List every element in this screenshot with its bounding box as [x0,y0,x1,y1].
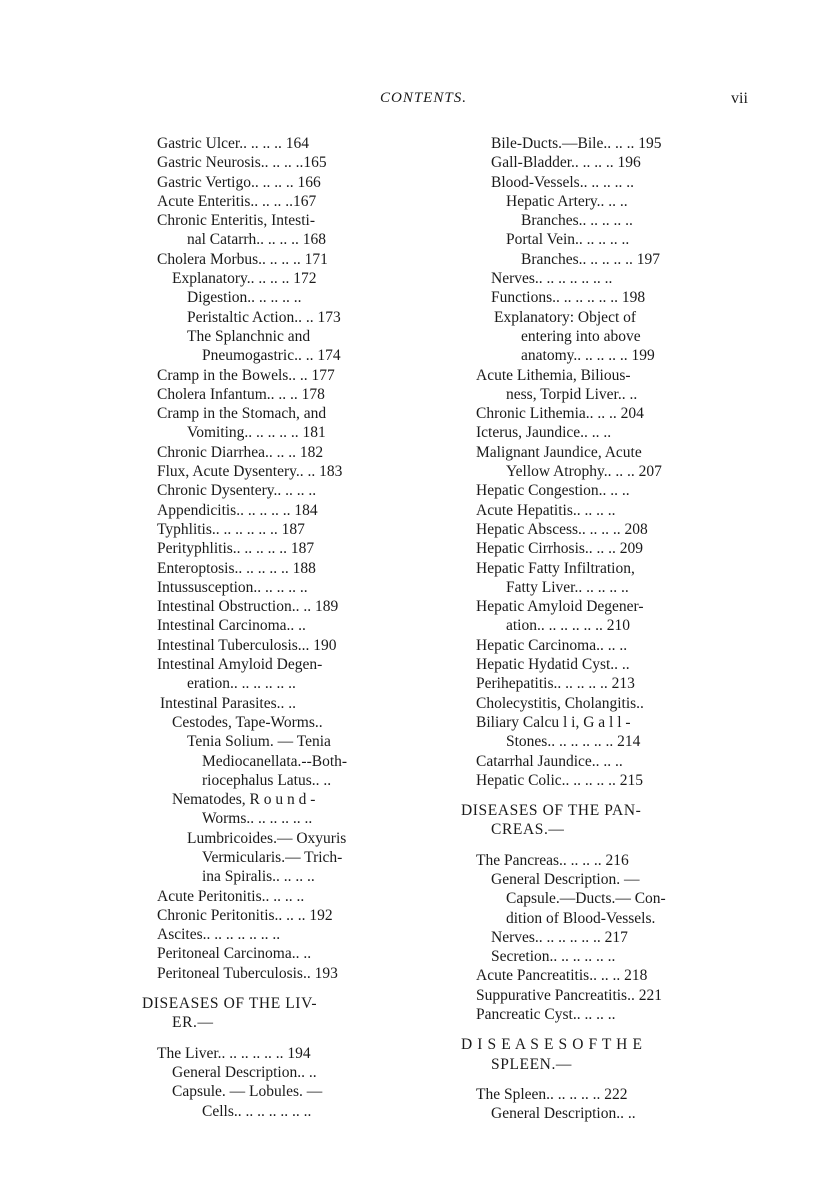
section-heading: ER.— [172,1014,214,1032]
toc-entry: Cholera Morbus.. .. .. .. 171 [157,250,328,268]
section-heading: SPLEEN.— [491,1055,573,1073]
toc-entry: Gastric Ulcer.. .. .. .. 164 [157,135,309,152]
toc-entry: Lumbricoides.— Oxyuris [187,829,347,847]
toc-entry: Intussusception.. .. .. .. .. [157,578,308,596]
toc-entry: Enteroptosis.. .. .. .. .. 188 [157,559,316,577]
toc-entry: Mediocanellata.--Both- [202,752,348,770]
toc-entry: Branches.. .. .. .. .. [521,212,633,230]
toc-entry: dition of Blood-Vessels. [506,909,656,927]
toc-entry: Nerves.. .. .. .. .. .. 217 [491,928,628,946]
toc-entry: Peristaltic Action.. .. 173 [187,308,341,326]
toc-entry: Vermicularis.— Trich- [202,848,343,866]
toc-entry: ation.. .. .. .. .. .. 210 [506,617,630,635]
toc-entry: Tenia Solium. — Tenia [187,733,331,751]
toc-entry: Flux, Acute Dysentery.. .. 183 [157,463,343,481]
toc-entry: Hepatic Abscess.. .. .. .. 208 [476,520,648,538]
toc-entry: Hepatic Amyloid Degener- [476,598,644,616]
toc-entry: Functions.. .. .. .. .. .. 198 [491,289,646,307]
toc-entry: Pneumogastric.. .. 174 [202,347,341,365]
toc-entry: Vomiting.. .. .. .. .. 181 [187,424,326,442]
section-heading: DISEASES OF THE LIV- [142,995,318,1013]
page-title: CONTENTS. [380,90,467,106]
toc-entry: Malignant Jaundice, Acute [476,443,642,461]
toc-entry: Typhlitis.. .. .. .. .. .. 187 [157,520,305,538]
toc-entry: Acute Hepatitis.. .. .. .. [476,501,616,519]
toc-entry: ina Spiralis.. .. .. .. [202,868,315,886]
toc-entry: anatomy.. .. .. .. .. 199 [521,347,655,365]
toc-entry: eration.. .. .. .. .. .. [187,675,296,693]
toc-entry: Nerves.. .. .. .. .. .. .. [491,270,613,288]
toc-entry: entering into above [521,327,641,345]
toc-entry: Chronic Lithemia.. .. .. 204 [476,405,644,423]
toc-entry: Bile-Ducts.—Bile.. .. .. 195 [491,135,662,152]
toc-entry: The Liver.. .. .. .. .. .. 194 [157,1044,311,1062]
toc-entry: Chronic Dysentery.. .. .. .. [157,482,317,500]
toc-entry: Fatty Liver.. .. .. .. .. [506,578,629,596]
toc-entry: Cramp in the Stomach, and [157,405,327,423]
toc-entry: Explanatory.. .. .. .. 172 [172,270,317,288]
toc-entry: Chronic Enteritis, Intesti- [157,212,315,230]
toc-entry: Explanatory: Object of [494,308,637,326]
toc-entry: Capsule.—Ducts.— Con- [506,890,666,908]
toc-entry: Cestodes, Tape-Worms.. [172,713,323,731]
toc-entry: Cholera Infantum.. .. .. 178 [157,385,325,403]
toc-entry: Cells.. .. .. .. .. .. .. [202,1102,312,1120]
toc-entry: Hepatic Carcinoma.. .. .. [476,636,628,654]
toc-entry: Cholecystitis, Cholangitis.. [476,694,644,712]
toc-entry: Hepatic Cirrhosis.. .. .. 209 [476,540,644,558]
toc-entry: Worms.. .. .. .. .. .. [202,810,313,828]
toc-entry: Intestinal Tuberculosis... 190 [157,636,337,654]
toc-entry: Pancreatic Cyst.. .. .. .. [476,1006,616,1024]
toc-entry: General Description.. .. [491,1105,636,1123]
toc-entry: Intestinal Obstruction.. .. 189 [157,598,339,616]
toc-entry: Chronic Diarrhea.. .. .. 182 [157,443,324,461]
page-number: vii [731,90,748,107]
toc-entry: Appendicitis.. .. .. .. .. 184 [157,501,318,519]
toc-entry: Peritoneal Carcinoma.. .. [157,945,312,963]
toc-entry: Gastric Neurosis.. .. .. ..165 [157,154,327,172]
toc-entry: Acute Lithemia, Bilious- [476,366,631,384]
toc-entry: Icterus, Jaundice.. .. .. [476,424,612,442]
toc-entry: Hepatic Congestion.. .. .. [476,482,630,500]
section-heading: CREAS.— [491,821,565,839]
toc-entry: General Description.. .. [172,1063,317,1081]
page-header [0,90,840,114]
toc-entry: Biliary Calcu l i, G a l l - [476,713,631,731]
toc-entry: The Spleen.. .. .. .. .. 222 [476,1085,628,1103]
toc-entry: Acute Pancreatitis.. .. .. 218 [476,967,648,985]
toc-entry: Blood-Vessels.. .. .. .. .. [491,173,634,191]
toc-entry: nal Catarrh.. .. .. .. 168 [187,231,327,249]
toc-entry: Branches.. .. .. .. .. 197 [521,250,661,268]
toc-entry: Gall-Bladder.. .. .. .. 196 [491,154,641,172]
toc-entry: Intestinal Carcinoma.. .. [157,617,306,635]
toc-entry: Digestion.. .. .. .. .. [187,289,302,307]
toc-entry: Hepatic Hydatid Cyst.. .. [476,656,630,674]
toc-entry: Perihepatitis.. .. .. .. .. 213 [476,675,635,693]
toc-entry: The Splanchnic and [187,327,311,345]
toc-entry: Hepatic Colic.. .. .. .. .. 215 [476,771,644,789]
toc-entry: Capsule. — Lobules. — [172,1083,323,1101]
toc-entry: Nematodes, R o u n d - [172,791,316,809]
toc-entry: Portal Vein.. .. .. .. .. [506,231,630,249]
toc-entry: ness, Torpid Liver.. .. [506,385,638,403]
toc-entry: Stones.. .. .. .. .. .. 214 [506,733,641,751]
toc-entry: Secretion.. .. .. .. .. .. [491,948,616,966]
toc-entry: Hepatic Artery.. .. .. [506,192,628,210]
toc-entry: Gastric Vertigo.. .. .. .. 166 [157,173,321,191]
toc-entry: Chronic Peritonitis.. .. .. 192 [157,906,333,924]
contents-column-right [461,134,756,1124]
section-heading: D I S E A S E S O F T H E [461,1036,643,1054]
toc-entry: Acute Peritonitis.. .. .. .. [157,887,305,905]
section-heading: DISEASES OF THE PAN- [461,802,642,820]
toc-entry: Intestinal Parasites.. .. [160,694,297,712]
toc-entry: riocephalus Latus.. .. [202,771,332,789]
toc-entry: Intestinal Amyloid Degen- [157,656,323,674]
toc-entry: Perityphlitis.. .. .. .. .. 187 [157,540,315,558]
toc-entry: Hepatic Fatty Infiltration, [476,559,635,577]
toc-entry: General Description. — [491,870,640,888]
toc-entry: Suppurative Pancreatitis.. 221 [476,986,662,1004]
toc-entry: Cramp in the Bowels.. .. 177 [157,366,335,384]
toc-entry: The Pancreas.. .. .. .. 216 [476,851,629,869]
toc-entry: Catarrhal Jaundice.. .. .. [476,752,623,770]
toc-entry: Acute Enteritis.. .. .. ..167 [157,192,317,210]
contents-column-left [142,134,405,1121]
toc-entry: Yellow Atrophy.. .. .. 207 [506,463,662,481]
toc-entry: Ascites.. .. .. .. .. .. .. [157,926,281,944]
toc-entry: Peritoneal Tuberculosis.. 193 [157,964,338,982]
